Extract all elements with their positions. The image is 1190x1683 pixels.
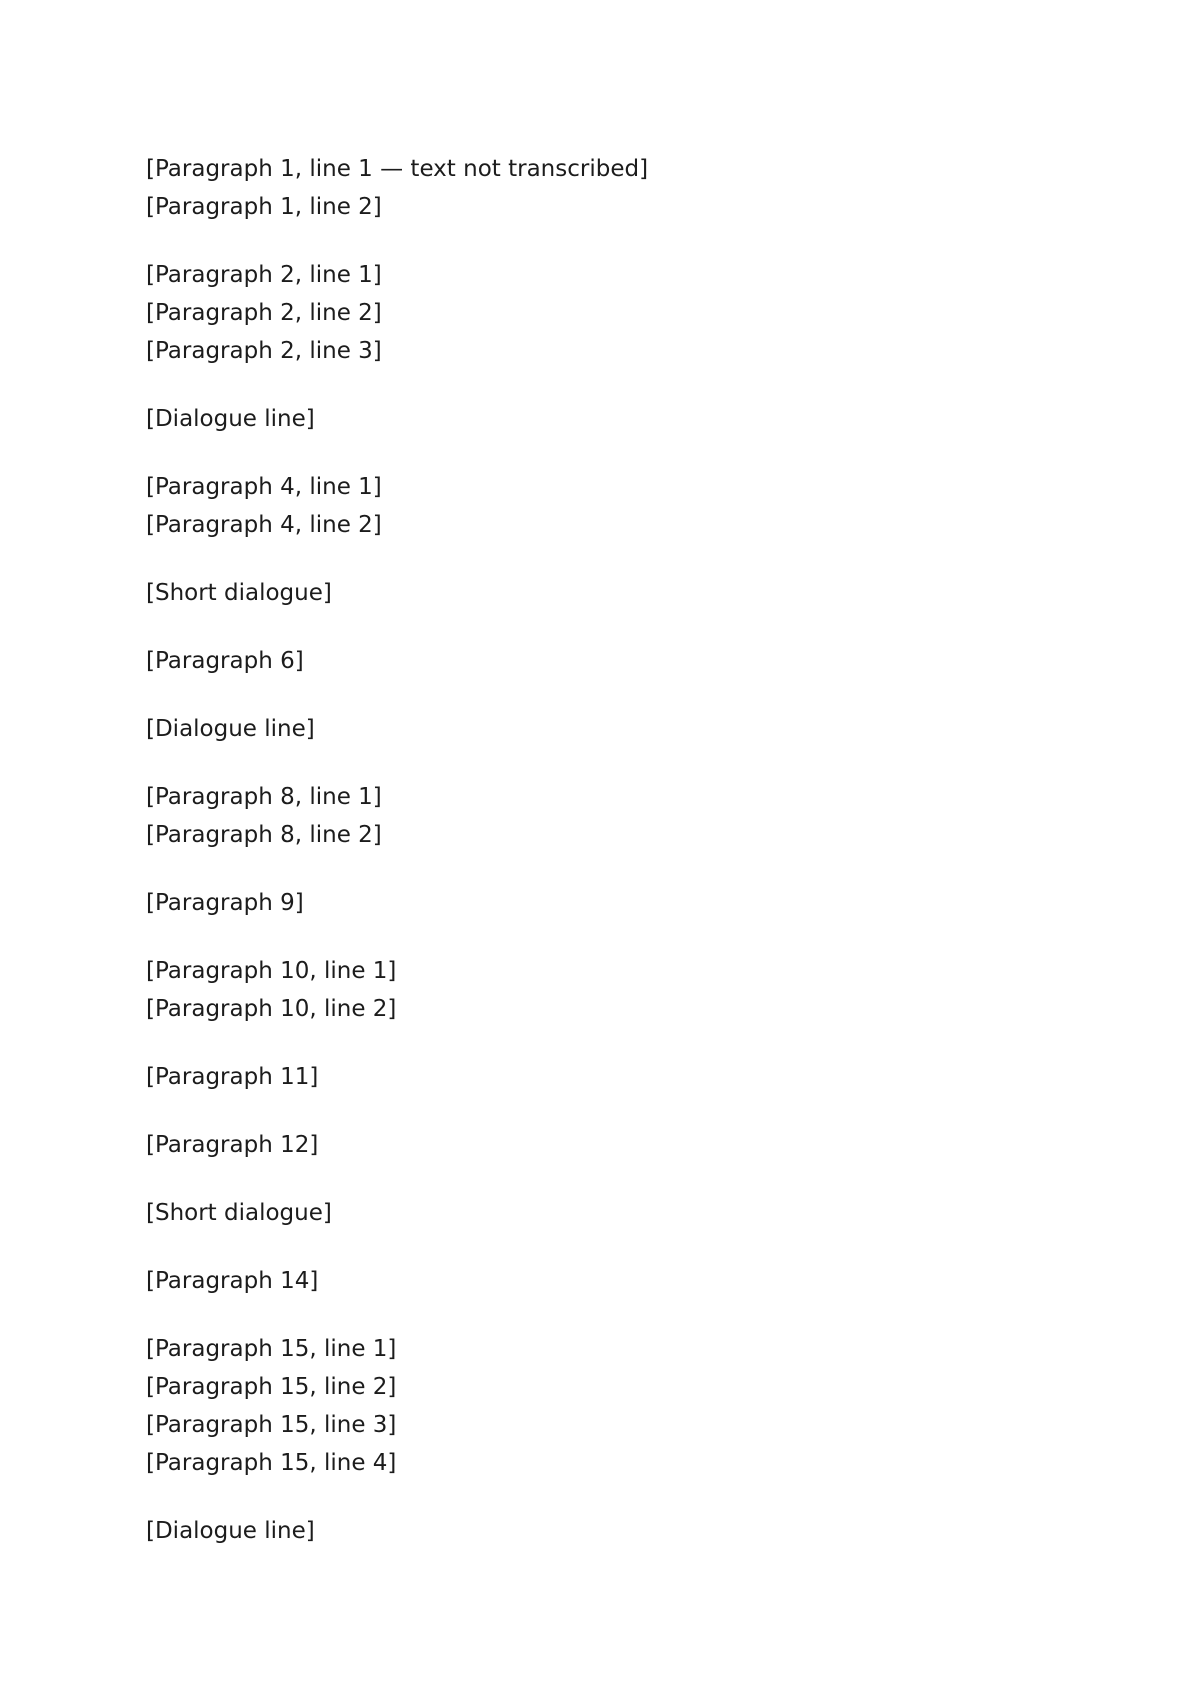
text-line: [Dialogue line] bbox=[146, 406, 315, 432]
text-line: [Dialogue line] bbox=[146, 1518, 315, 1544]
text-line: [Paragraph 15, line 3] bbox=[146, 1412, 397, 1438]
text-line: [Paragraph 9] bbox=[146, 890, 304, 916]
text-line: [Short dialogue] bbox=[146, 580, 332, 606]
paragraph bbox=[146, 952, 1066, 1028]
paragraph bbox=[146, 884, 1066, 922]
paragraph bbox=[146, 1262, 1066, 1300]
text-line: [Paragraph 14] bbox=[146, 1268, 319, 1294]
text-line: [Paragraph 8, line 2] bbox=[146, 822, 382, 848]
paragraph bbox=[146, 468, 1066, 544]
text-line: [Paragraph 10, line 2] bbox=[146, 996, 397, 1022]
text-line: [Dialogue line] bbox=[146, 716, 315, 742]
paragraph bbox=[146, 574, 1066, 612]
text-line: [Paragraph 12] bbox=[146, 1132, 319, 1158]
text-line: [Paragraph 2, line 1] bbox=[146, 262, 382, 288]
text-line: [Paragraph 11] bbox=[146, 1064, 319, 1090]
text-body bbox=[146, 150, 1066, 1580]
text-line: [Paragraph 4, line 2] bbox=[146, 512, 382, 538]
text-line: [Short dialogue] bbox=[146, 1200, 332, 1226]
paragraph bbox=[146, 150, 1066, 226]
paragraph bbox=[146, 1330, 1066, 1482]
text-line: [Paragraph 15, line 4] bbox=[146, 1450, 397, 1476]
text-line: [Paragraph 1, line 2] bbox=[146, 194, 382, 220]
paragraph bbox=[146, 256, 1066, 370]
paragraph bbox=[146, 778, 1066, 854]
text-line: [Paragraph 15, line 1] bbox=[146, 1336, 397, 1362]
text-line: [Paragraph 10, line 1] bbox=[146, 958, 397, 984]
text-line: [Paragraph 8, line 1] bbox=[146, 784, 382, 810]
text-line: [Paragraph 6] bbox=[146, 648, 304, 674]
paragraph bbox=[146, 1126, 1066, 1164]
paragraph bbox=[146, 1058, 1066, 1096]
paragraph bbox=[146, 1512, 1066, 1550]
paragraph bbox=[146, 710, 1066, 748]
text-line: [Paragraph 2, line 3] bbox=[146, 338, 382, 364]
paragraph bbox=[146, 1194, 1066, 1232]
text-line: [Paragraph 15, line 2] bbox=[146, 1374, 397, 1400]
text-line: [Paragraph 1, line 1 — text not transcribed] bbox=[146, 156, 649, 182]
paragraph bbox=[146, 642, 1066, 680]
text-line: [Paragraph 2, line 2] bbox=[146, 300, 382, 326]
paragraph bbox=[146, 400, 1066, 438]
text-line: [Paragraph 4, line 1] bbox=[146, 474, 382, 500]
